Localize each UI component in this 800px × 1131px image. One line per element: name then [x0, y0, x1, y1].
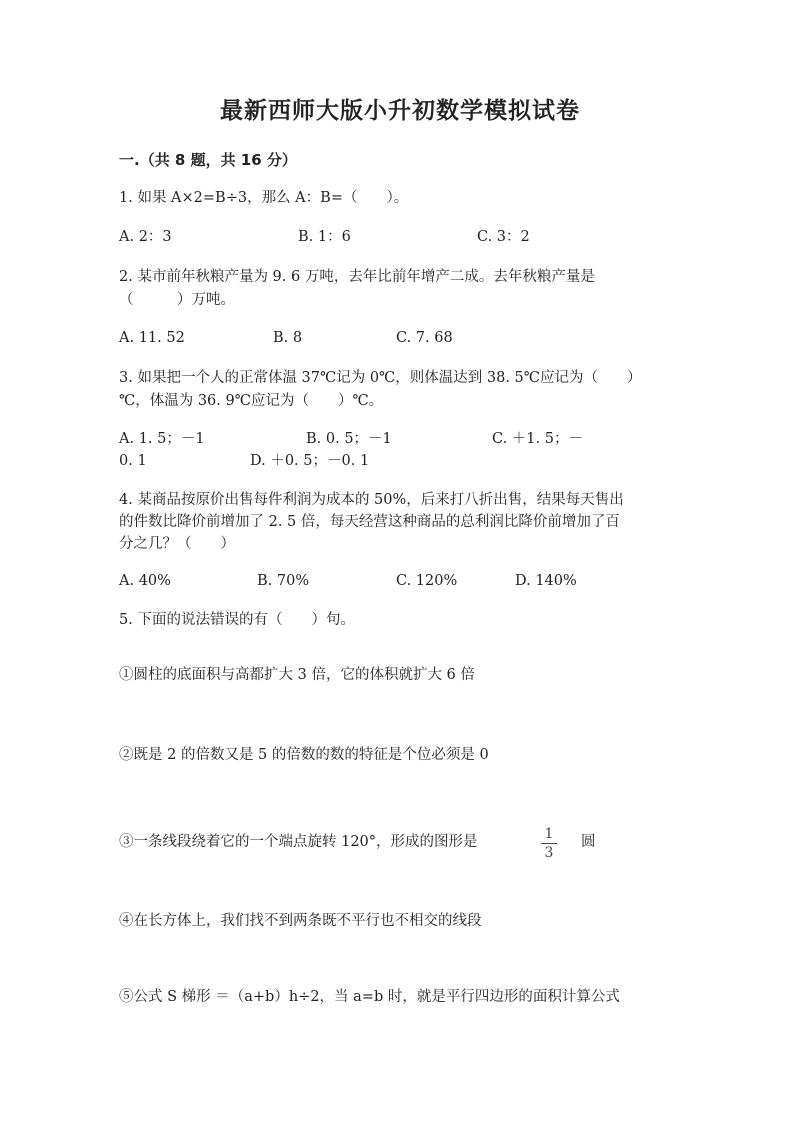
question-4-option-c: C. 120%: [396, 573, 458, 589]
question-4-option-d: D. 140%: [515, 573, 577, 589]
question-4-option-a: A. 40%: [119, 573, 171, 589]
question-5-statement-2: ②既是 2 的倍数又是 5 的倍数的数的特征是个位必须是 0: [119, 747, 489, 763]
question-3-stem-line2: ℃，体温为 36. 9℃应记为（ ）℃。: [119, 393, 384, 409]
question-2-stem-line1: 2. 某市前年秋粮产量为 9. 6 万吨，去年比前年增产二成。去年秋粮产量是: [119, 269, 595, 285]
question-1-option-b: B. 1：6: [298, 229, 351, 245]
fraction-bar: [541, 843, 557, 844]
page-title: 最新西师大版小升初数学模拟试卷: [220, 98, 580, 124]
question-2-option-b: B. 8: [273, 330, 303, 346]
question-1-option-c: C. 3：2: [477, 229, 530, 245]
question-3-option-c: C. ＋1. 5；－: [492, 431, 583, 447]
question-5-statement-3: ③一条线段绕着它的一个端点旋转 120°，形成的图形是: [119, 834, 478, 850]
question-3-option-b: B. 0. 5；－1: [306, 431, 392, 447]
question-2-option-c: C. 7. 68: [396, 330, 453, 346]
question-5-stem: 5. 下面的说法错误的有（ ）句。: [119, 612, 355, 628]
question-3-option-c-continued: 0. 1: [119, 453, 147, 469]
question-5-statement-3-suffix: 圆: [581, 834, 596, 850]
question-4-stem-line1: 4. 某商品按原价出售每件利润为成本的 50%，后来打八折出售，结果每天售出: [119, 492, 624, 508]
question-4-stem-line3: 分之几？（ ）: [119, 536, 235, 552]
question-5-statement-4: ④在长方体上，我们找不到两条既不平行也不相交的线段: [119, 913, 482, 929]
question-2-stem-line2: （ ）万吨。: [119, 292, 235, 308]
question-1-stem: 1. 如果 A×2=B÷3，那么 A：B=（ ）。: [119, 190, 409, 206]
section-heading: 一.（共 8 题，共 16 分）: [119, 151, 297, 169]
question-1-option-a: A. 2：3: [119, 229, 172, 245]
question-3-option-a: A. 1. 5；－1: [119, 431, 205, 447]
question-3-stem-line1: 3. 如果把一个人的正常体温 37℃记为 0℃，则体温达到 38. 5℃应记为（ ）: [119, 370, 642, 386]
fraction-denominator: 3: [544, 845, 554, 861]
question-2-option-a: A. 11. 52: [119, 330, 185, 346]
question-4-option-b: B. 70%: [257, 573, 310, 589]
question-3-option-d: D. ＋0. 5；－0. 1: [250, 453, 370, 469]
fraction-one-third: [541, 826, 557, 861]
fraction-numerator: 1: [544, 826, 554, 842]
question-5-statement-1: ①圆柱的底面积与高都扩大 3 倍，它的体积就扩大 6 倍: [119, 667, 475, 683]
question-4-stem-line2: 的件数比降价前增加了 2. 5 倍，每天经营这种商品的总利润比降价前增加了百: [119, 514, 620, 530]
question-5-statement-5: ⑤公式 S 梯形 ＝（a+b）h÷2，当 a=b 时，就是平行四边形的面积计算公式: [119, 989, 620, 1005]
